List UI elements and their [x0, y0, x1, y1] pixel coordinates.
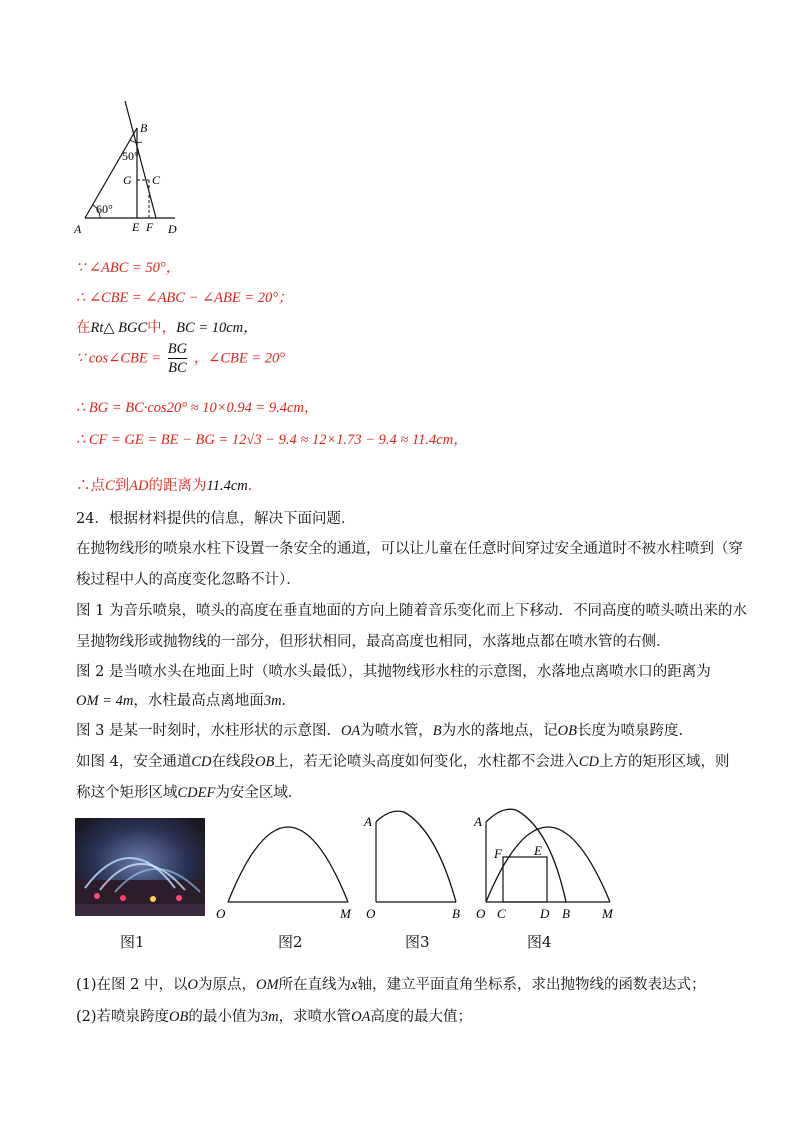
figure-3: [360, 800, 470, 925]
triangle-figure: [70, 98, 185, 236]
problem-paragraph-2a: 图 1 为音乐喷泉，喷头的高度在垂直地面的方向上随着音乐变化而上下移动．不同高度的喷头喷出来的水: [76, 603, 747, 619]
problem-paragraph-5a: 如图 4，安全通道CD在线段OB上，若无论喷头高度如何变化，水柱都不会进入CD上方的矩形区域，则: [76, 754, 730, 770]
fig3-label-b: B: [452, 906, 460, 921]
caption-figure-1: 图1: [120, 933, 145, 951]
fig2-label-o: O: [216, 906, 226, 921]
fig-label-60: 60°: [96, 202, 113, 216]
fig-label-c: C: [152, 173, 161, 187]
problem-paragraph-4: 图 3 是某一时刻时，水柱形状的示意图．OA为喷水管，B为水的落地点，记OB长度为喷泉跨度．: [76, 723, 693, 739]
fig-label-e: E: [132, 220, 140, 234]
fig4-label-b: B: [562, 906, 570, 921]
solution-line-1: ∵ ∠ABC = 50°，: [76, 260, 181, 276]
fig4-label-c: C: [497, 906, 506, 921]
problem-paragraph-2b: 呈抛物线形或抛物线的一部分，但形状相同，最高高度也相同，水落地点都在喷水管的右侧．: [76, 634, 671, 650]
fig3-label-a: A: [364, 814, 372, 829]
problem-paragraph-1a: 在抛物线形的喷泉水柱下设置一条安全的通道，可以让儿童在任意时间穿过安全通道时不被水柱喷到（穿: [76, 541, 743, 557]
fig-label-g: G: [123, 173, 132, 187]
solution-line-3: 在Rt△ BGC中，BC = 10cm，: [76, 320, 258, 336]
fig-label-f: F: [146, 220, 154, 234]
problem-title: 24．根据材料提供的信息，解决下面问题．: [76, 511, 356, 527]
solution-line-7: ∴点C到AD的距离为11.4cm.: [76, 478, 253, 494]
caption-figure-4: 图4: [527, 933, 552, 951]
caption-figure-3: 图3: [405, 933, 430, 951]
fig-label-a: A: [74, 222, 82, 236]
fig4-label-e: E: [534, 843, 542, 858]
solution-line-2: ∴ ∠CBE = ∠ABC − ∠ABE = 20°；: [76, 290, 293, 306]
problem-paragraph-3b: OM = 4m，水柱最高点离地面3m．: [76, 693, 297, 709]
fig2-label-m: M: [340, 906, 351, 921]
solution-line-6: ∴ CF = GE = BE − BG = 12√3 − 9.4 ≈ 12×1.73 − 9.4 ≈ 11.4cm，: [76, 432, 468, 448]
solution-line-4: ∵ cos∠CBE = $\frac{BG}{BC}$ ，∠CBE = 20°: [76, 341, 286, 376]
fig4-label-d: D: [540, 906, 550, 921]
caption-figure-2: 图2: [278, 933, 303, 951]
solution-line-5: ∴ BG = BC·cos20° ≈ 10×0.94 = 9.4cm，: [76, 400, 319, 416]
fig-label-50: 50°: [122, 149, 139, 163]
fig4-label-f: F: [494, 846, 502, 861]
fig4-label-m: M: [602, 906, 613, 921]
fig-label-b: B: [140, 121, 148, 135]
fountain-photo: [75, 818, 205, 916]
fig-label-d: D: [168, 222, 177, 236]
question-1: (1)在图 2 中，以O为原点，OM所在直线为x轴，建立平面直角坐标系，求出抛物线的函数表达式；: [76, 977, 706, 993]
question-2: (2)若喷泉跨度OB的最小值为3m，求喷水管OA高度的最大值；: [76, 1009, 472, 1025]
problem-paragraph-1b: 梭过程中人的高度变化忽略不计）．: [76, 572, 301, 588]
figure-2: [210, 800, 360, 925]
fig4-label-a: A: [474, 814, 482, 829]
fig3-label-o: O: [366, 906, 376, 921]
fig4-label-o: O: [476, 906, 486, 921]
problem-paragraph-5b: 称这个矩形区域CDEF为安全区域．: [76, 785, 303, 801]
problem-paragraph-3a: 图 2 是当喷水头在地面上时（喷水头最低），其抛物线形水柱的示意图，水落地点离喷水口的距离为: [76, 664, 711, 680]
figure-4: [470, 800, 620, 925]
